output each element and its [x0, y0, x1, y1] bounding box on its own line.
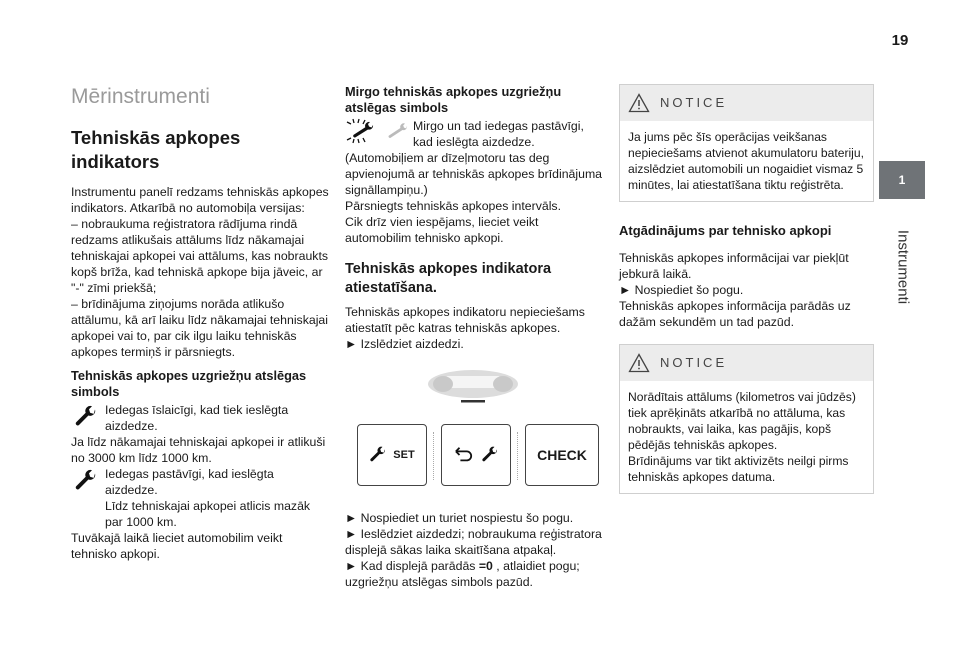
column-3 — [619, 84, 874, 494]
wrench-icon — [74, 469, 98, 497]
wrench-row-1 — [71, 402, 329, 434]
notice-text-1: Norādītais attālums (kilometros vai jūdzēs) tiek aprēķināts atkarībā no attāluma, kas nobraukts, vai laika, kas pagājis, kopš pēdējās tehniskās apkopes. — [628, 390, 856, 452]
step-4-post: , atlaidiet pogu; uzgriežņu atslēgas simbols pazūd. — [345, 559, 580, 589]
wrench-icon — [369, 446, 387, 464]
step-4-value: =0 — [478, 559, 493, 573]
wrench-icon — [74, 405, 98, 433]
wrench-subtitle: Tehniskās apkopes uzgriežņu atslēgas simbols — [71, 368, 307, 399]
notice-box-1 — [619, 84, 874, 202]
set-button[interactable] — [357, 424, 427, 486]
wrench-text-3: Iedegas pastāvīgi, kad ieslēgta aizdedze. — [105, 467, 274, 497]
wrench-icon — [481, 446, 499, 464]
wrench-text-4: Līdz tehniskajai apkopei atlicis mazāk par 1000 km. — [105, 499, 311, 529]
step-4-pre: ► Kad displejā parādās — [345, 559, 479, 573]
instrument-figure — [345, 360, 603, 510]
chapter-side-label — [888, 212, 918, 322]
step-4 — [345, 558, 603, 590]
notice-label: NOTICE — [660, 355, 728, 370]
column-2 — [345, 84, 603, 590]
reminder-title: Atgādinājums par tehnisko apkopi — [619, 223, 832, 238]
reminder-text-2: Tehniskās apkopes informācija parādās uz dažām sekundēm un tad pazūd. — [619, 299, 851, 329]
divider — [517, 432, 519, 480]
blink-row — [345, 118, 603, 150]
section-title: Tehniskās apkopes indikators — [71, 127, 241, 172]
reset-button[interactable] — [441, 424, 511, 486]
column-1 — [71, 84, 329, 562]
bullet-2: – brīdinājuma ziņojums norāda atlikušo attālumu, kā arī laiku līdz nākamajai tehniskajai apkopei vai to, par cik ilgu laiku tehniskās apkopes termiņš ir pārsniegts. — [71, 297, 328, 359]
intro-text: Instrumentu panelī redzams tehniskās apkopes indikators. Atkarībā no automobiļa versijas: — [71, 185, 329, 215]
wrench-text-2: Ja līdz nākamajai tehniskajai apkopei ir atlikuši no 3000 km līdz 1000 km. — [71, 435, 326, 465]
instrument-panel-illustration — [345, 366, 603, 412]
warning-triangle-icon — [628, 353, 650, 373]
reset-title: Tehniskās apkopes indikatora atiestatīšana. — [345, 261, 552, 296]
bullet-1: – nobraukuma reģistratora rādījuma rindā redzams atlikušais attālums līdz nākamajai tehniskajai apkopei vai attālums, kas nobraukts kopš brīža, kad tehniskā apkope bija jāveic, ar "-" zīmi priekšā; — [71, 217, 329, 295]
step-3: ► Ieslēdziet aizdedzi; nobraukuma reģistratora displejā sākas laika skaitīšana atpakaļ. — [345, 527, 602, 557]
blink-text-1: Mirgo un tad iedegas pastāvīgi, kad ieslēgta aizdedze. — [413, 119, 584, 149]
blinking-wrench-icon — [345, 118, 409, 148]
notice-label: NOTICE — [660, 95, 728, 110]
step-2: ► Nospiediet un turiet nospiestu šo pogu. — [345, 511, 574, 525]
page-number: 19 — [891, 32, 909, 49]
notice-text-2: Brīdinājums var tikt aktivizēts neilgi pirms tehniskās apkopes datuma. — [628, 454, 849, 484]
blink-text-4: Cik drīz vien iespējams, lieciet veikt automobilim tehnisko apkopi. — [345, 215, 539, 245]
chapter-side-label-text: Instrumenti — [894, 229, 912, 305]
wrench-text-1: Iedegas īslaicīgi, kad tiek ieslēgta aizdedze. — [105, 403, 289, 433]
reset-text-1: Tehniskās apkopes indikatoru nepieciešams atiestatīt pēc katras tehniskās apkopes. — [345, 305, 585, 335]
notice-header — [620, 345, 873, 381]
wrench-row-2 — [71, 466, 329, 530]
return-arrow-icon — [453, 446, 475, 464]
blink-subtitle: Mirgo tehniskās apkopes uzgriežņu atslēgas simbols — [345, 84, 562, 115]
chapter-title: Mērinstrumenti — [71, 85, 210, 108]
reminder-step: ► Nospiediet šo pogu. — [619, 283, 744, 297]
notice-box-2 — [619, 344, 874, 494]
blink-text-2: (Automobiļiem ar dīzeļmotoru tas deg apvienojumā ar tehniskās apkopes brīdinājuma signāllampiņu.) — [345, 151, 603, 197]
wrench-text-5: Tuvākajā laikā lieciet automobilim veikt tehnisko apkopi. — [71, 531, 283, 561]
notice-header — [620, 85, 873, 121]
set-button-label: SET — [393, 449, 415, 461]
blink-text-3: Pārsniegts tehniskās apkopes intervāls. — [345, 199, 561, 213]
notice-text: Ja jums pēc šīs operācijas veikšanas nepieciešams atvienot akumulatoru bateriju, aizslēdziet automobili un nogaidiet vismaz 5 minūtes, lai atiestatīšana tiktu reģistrēta. — [628, 130, 864, 192]
divider — [433, 432, 435, 480]
check-button[interactable]: CHECK — [525, 424, 599, 486]
reminder-text-1: Tehniskās apkopes informācijai var piekļūt jebkurā laikā. — [619, 251, 849, 281]
chapter-tab[interactable]: 1 — [879, 161, 925, 199]
notice-content — [620, 381, 873, 493]
reset-step-1: ► Izslēdziet aizdedzi. — [345, 337, 464, 351]
warning-triangle-icon — [628, 93, 650, 113]
